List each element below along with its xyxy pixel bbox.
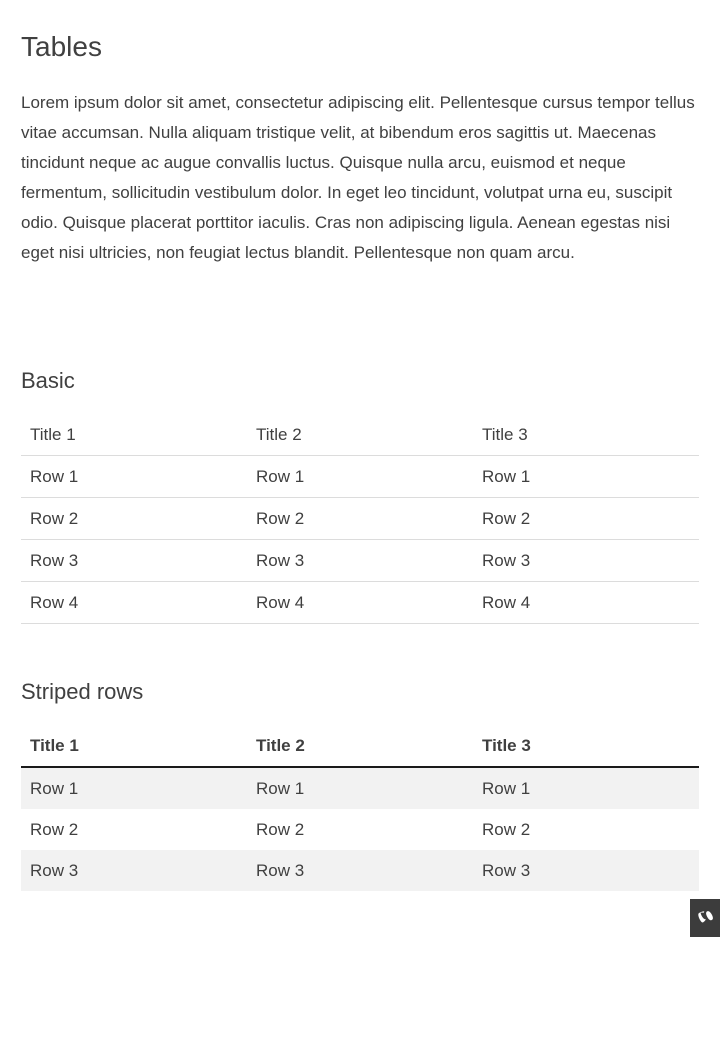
table-row [21, 767, 699, 809]
table-sections [21, 368, 699, 892]
table-cell: Row 3 [473, 850, 699, 891]
table-cell: Row 2 [21, 497, 247, 539]
table-header-cell: Title 2 [247, 725, 473, 767]
table-cell: Row 3 [21, 850, 247, 891]
table-row [21, 809, 699, 850]
table-cell: Row 2 [473, 497, 699, 539]
section-heading: Basic [21, 367, 75, 393]
table-cell: Row 2 [30, 820, 79, 840]
intro-paragraph: Lorem ipsum dolor sit amet, consectetur adipiscing elit. Pellentesque cursus tempor tellus vitae accumsan. Nulla aliquam tristique velit, at bibendum eros sagittis ut. Maecenas tincidunt neque ac augue convallis luctus. Quisque nulla arcu, euismod et neque fermentum, sollicitudin vestibulum dolor. In eget leo tincidunt, volutpat urna eu, suscipit odio. Quisque placerat porttitor iaculis. Cras non adipiscing ligula. Aenean egestas nisi eget nisi ultricies, non feugiat lectus blandit. Pellentesque non quam arcu. [21, 92, 695, 262]
page-content [0, 30, 720, 891]
table-header-row [21, 725, 699, 767]
table-header-row [21, 414, 699, 456]
section-basic [21, 368, 699, 624]
table-cell: Row 4 [247, 581, 473, 623]
typo3-admin-badge[interactable] [690, 899, 720, 937]
table-cell: Row 1 [247, 455, 473, 497]
table-cell: Row 4 [473, 581, 699, 623]
table-cell: Row 2 [256, 820, 305, 840]
page-title: Tables [21, 31, 102, 62]
table-cell: Row 3 [247, 539, 473, 581]
section-striped [21, 679, 699, 891]
table-cell: Row 2 [247, 497, 473, 539]
typo3-logo-icon [698, 910, 713, 927]
table-cell: Row 2 [482, 820, 531, 840]
table-row [21, 539, 699, 581]
table-cell: Row 3 [247, 850, 473, 891]
table-cell: Row 1 [21, 455, 247, 497]
table-cell: Row 3 [21, 539, 247, 581]
table-header-cell: Title 3 [473, 725, 699, 767]
striped-table [21, 725, 699, 891]
table-cell: Row 1 [473, 767, 699, 809]
table-header-cell: Title 1 [21, 725, 247, 767]
table-cell: Row 1 [21, 767, 247, 809]
table-cell: Row 3 [473, 539, 699, 581]
basic-table [21, 414, 699, 624]
table-row [21, 455, 699, 497]
table-cell: Row 4 [21, 581, 247, 623]
table-cell: Row 1 [247, 767, 473, 809]
table-row [21, 581, 699, 623]
table-header-cell: Title 1 [21, 414, 247, 456]
section-heading: Striped rows [21, 678, 144, 704]
table-row [21, 497, 699, 539]
table-row [21, 850, 699, 891]
table-cell: Row 1 [473, 455, 699, 497]
table-header-cell: Title 2 [247, 414, 473, 456]
table-header-cell: Title 3 [473, 414, 699, 456]
